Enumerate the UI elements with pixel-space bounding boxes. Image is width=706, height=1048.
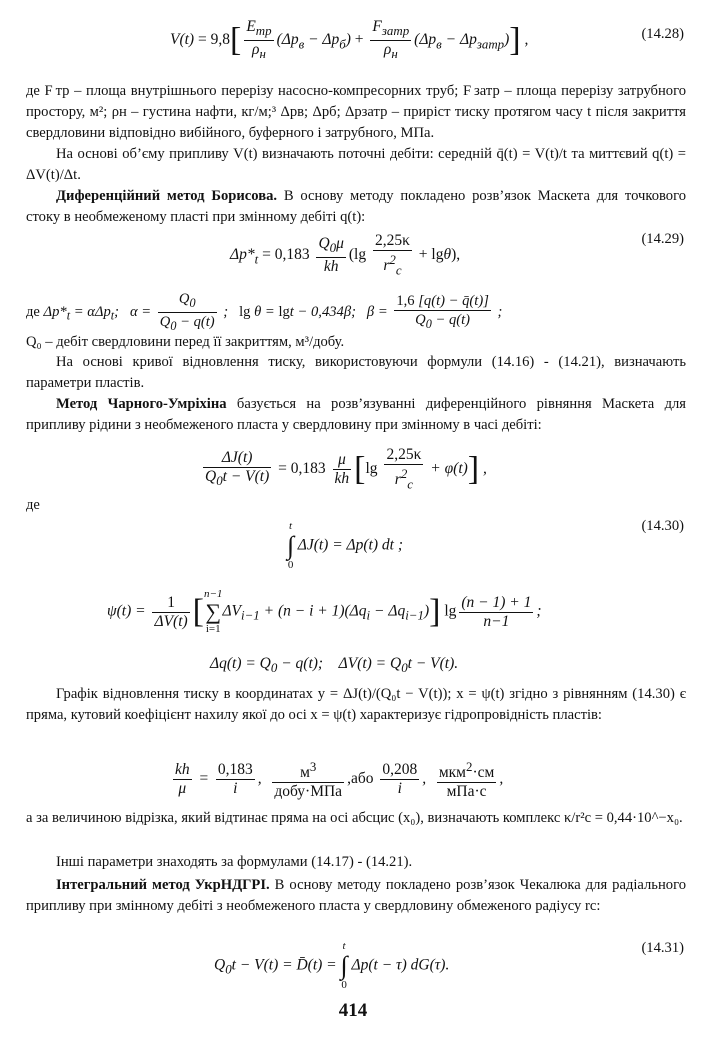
equation-number: (14.29) — [641, 231, 684, 247]
method-heading: Метод Чарного-Умріхіна — [56, 396, 227, 412]
equation-number: (14.31) — [641, 940, 684, 956]
paragraph: На основі об’єму припливу V(t) визначають поточні дебіти: середній q̄(t) = V(t)/t та миттєвий q(t) = ΔV(t)/Δt. — [26, 146, 686, 183]
formula-psi: ψ(t) = $\frac{1}{\Delta V(t)}$ [n−1 ∑ $i=1\Delta V_{i-1} + (n - i + 1)(\Delta q_i - \Delta q_{i-1})$] lg $\frac{(n - 1) + 1}{n-1}$ ; — [107, 588, 542, 635]
paragraph-text: В основу методу покладено розв’язок Маскета для точкового стоку в необмеженому пласті при змінному дебіті q(t): — [26, 188, 686, 225]
equation-number: (14.30) — [641, 518, 684, 534]
formula-14-29: $\Delta p*_t = 0,183$ $\frac{Q_0\mu}{kh}$ (lg $\frac{2,25\kappa}{r^2_c}$ + lgθ), — [230, 232, 461, 278]
method-heading: Інтегральний метод УкрНДГРІ. — [56, 877, 270, 893]
paragraph-text: В основу методу покладено розв’язок Чекалюка для радіального припливу при змінному дебіті з необмеженого пласта у свердловину обмеженого радіусу rc: — [26, 877, 686, 914]
formula-14-28: V(t) = 9,8[ $E_{тр}$ $\rho_н$ $(\Delta p_в - \Delta p_б)$ + $F_{затр}$ $\rho_н$ $(\Delta p_в - \Delta p_{затр})$] , — [170, 18, 529, 62]
paragraph — [26, 186, 686, 228]
paragraph: Графік відновлення тиску в координатах y = ΔJ(t)/(Q₀t − V(t)); x = ψ(t) згідно з рівнянням (14.30) є пряма, кутовий коефіцієнт нахилу якої до осі x = ψ(t) характеризує гідропровідність пластів: — [26, 686, 686, 723]
paragraph — [26, 875, 686, 917]
paragraph: На основі кривої відновлення тиску, використовуючи формули (14.16) - (14.21), визначають параметри пластів. — [26, 354, 686, 391]
paragraph-text: базується на розв’язуванні диференційного рівняння Маскета для припливу рідини з необмеженого пласта у свердловину при змінному в часі дебіті: — [26, 396, 686, 433]
paragraph: Q₀ – дебіт свердловини перед її закриттям, м³/добу. — [26, 334, 345, 350]
formula-kh-mu: $\frac{kh}{\mu}$ = $\frac{0,183}{i}$ , $м^3$ добу·МПа ,або $\frac{0,208}{i}$ , мкм$^2$·см мПа·с , — [175, 759, 504, 801]
page-number: 414 — [338, 1000, 368, 1021]
formula-14-31: $Q_0t - V(t)$ = D̄(t) = t ∫ 0 Δp(t − τ) dG(τ). — [214, 940, 450, 991]
formula-charnyi: $\frac{\Delta J(t)}{Q_0t - V(t)}$ = 0,183 $\frac{\mu}{kh}$ [lg $\frac{2,25\kappa}{r^2_c}$ + φ(t)] , — [205, 446, 487, 492]
paragraph: де — [26, 497, 40, 513]
de-word: де — [26, 303, 40, 320]
equation-number: (14.28) — [641, 26, 684, 42]
formula-14-30-integral: t ∫ 0 ΔJ(t) = Δp(t) dt ; — [287, 520, 403, 571]
formula-definitions: де $\Delta p*_t = \alpha\Delta p_t$; α = $\frac{Q_0}{Q_0 - q(t)}$ ; lg θ = lgt − 0,434β; β = $\frac{1,6 [q(t) - q̄(t)]}{Q_0 - q(t)}$ ; — [26, 291, 503, 333]
paragraph: Інші параметри знаходять за формулами (14.17) - (14.21). — [56, 854, 413, 870]
abo-word: ,або — [347, 770, 374, 788]
paragraph: а за величиною відрізка, який відтинає пряма на осі абсцис (x₀), визначають комплекс κ/r²c = 0,44·10^−x₀. — [26, 810, 683, 826]
method-heading: Диференційний метод Борисова. — [56, 188, 278, 204]
formula-deltas: $\Delta q(t) = Q_0 - q(t)$; $\Delta V(t) = Q_0t - V(t)$. — [210, 655, 459, 676]
paragraph — [26, 394, 686, 436]
paragraph: де F тр – площа внутрішнього перерізу насосно-компресорних труб; F затр – площа перерізу затрубного простору, м²; ρн – густина нафти, кг/м;³ Δpв; Δpб; Δpзатр – приріст тиску протягом часу t після закриття свердловини відповідно вибійного, буферного і затрубного, МПа. — [26, 83, 686, 141]
